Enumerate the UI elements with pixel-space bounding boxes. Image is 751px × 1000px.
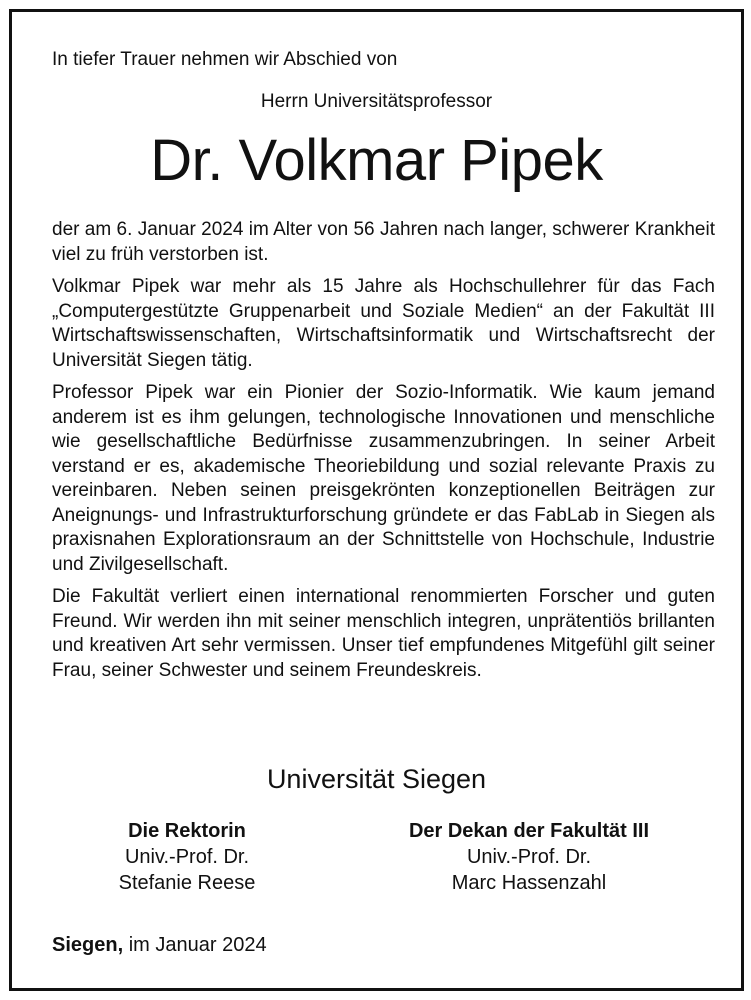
date: im Januar 2024 [128, 934, 267, 956]
signatory-name: Stefanie Reese [118, 872, 256, 894]
institution-name: Universität Siegen [266, 764, 487, 794]
signatory-dean [364, 818, 694, 896]
paragraph-death: der am 6. Januar 2024 im Alter von 56 Jahren nach langer, schwerer Krankheit viel zu früh verstorben ist. [52, 219, 715, 265]
obituary-body [52, 218, 715, 691]
signatory-role: Der Dekan der Fakultät III [408, 820, 650, 842]
paragraph-condolences: Die Fakultät verliert einen international renommierten Forscher und guten Freund. Wir werden ihn mit seiner menschlich integren, unprätentiös brillanten und kreativen Art sehr vermissen. Unser tief empfundenes Mitgefühl gilt seiner Frau, seiner Schwester und seinem Freundeskreis. [52, 586, 715, 681]
paragraph-career: Volkmar Pipek war mehr als 15 Jahre als Hochschullehrer für das Fach „Computergestützte Gruppenarbeit und Soziale Medien“ an der Fakultät III Wirtschaftswissenschaften, Wirtschaftsinformatik und Wirtschaftsrecht der Universität Siegen tätig. [52, 276, 715, 371]
obituary-frame [9, 9, 744, 991]
signatory-role: Die Rektorin [128, 820, 246, 842]
signatory-title: Univ.-Prof. Dr. [124, 846, 250, 868]
place-date [52, 932, 267, 958]
intro-text: In tiefer Trauer nehmen wir Abschied von [52, 49, 398, 70]
deceased-name: Dr. Volkmar Pipek [150, 128, 603, 193]
place: Siegen, [52, 934, 124, 956]
signatory-rector [72, 818, 302, 896]
signatory-name: Marc Hassenzahl [451, 872, 607, 894]
salutation: Herrn Universitätsprofessor [260, 91, 493, 112]
paragraph-achievements: Professor Pipek war ein Pionier der Sozio-Informatik. Wie kaum jemand anderem ist es ihm gelungen, technologische Innovationen und menschliche wie gesellschaftliche Bedürfnisse zusammenzubringen. In seiner Arbeit verstand er es, akademische Theoriebildung und sozial relevante Praxis zu vereinbaren. Neben seinen preisgekrönten konzeptionellen Beiträgen zur Aneignungs- und Infrastrukturforschung gründete er das FabLab in Siegen als praxisnahen Explorationsraum an der Schnittstelle von Hochschule, Industrie und Zivilgesellschaft. [52, 382, 715, 575]
signatory-title: Univ.-Prof. Dr. [466, 846, 592, 868]
